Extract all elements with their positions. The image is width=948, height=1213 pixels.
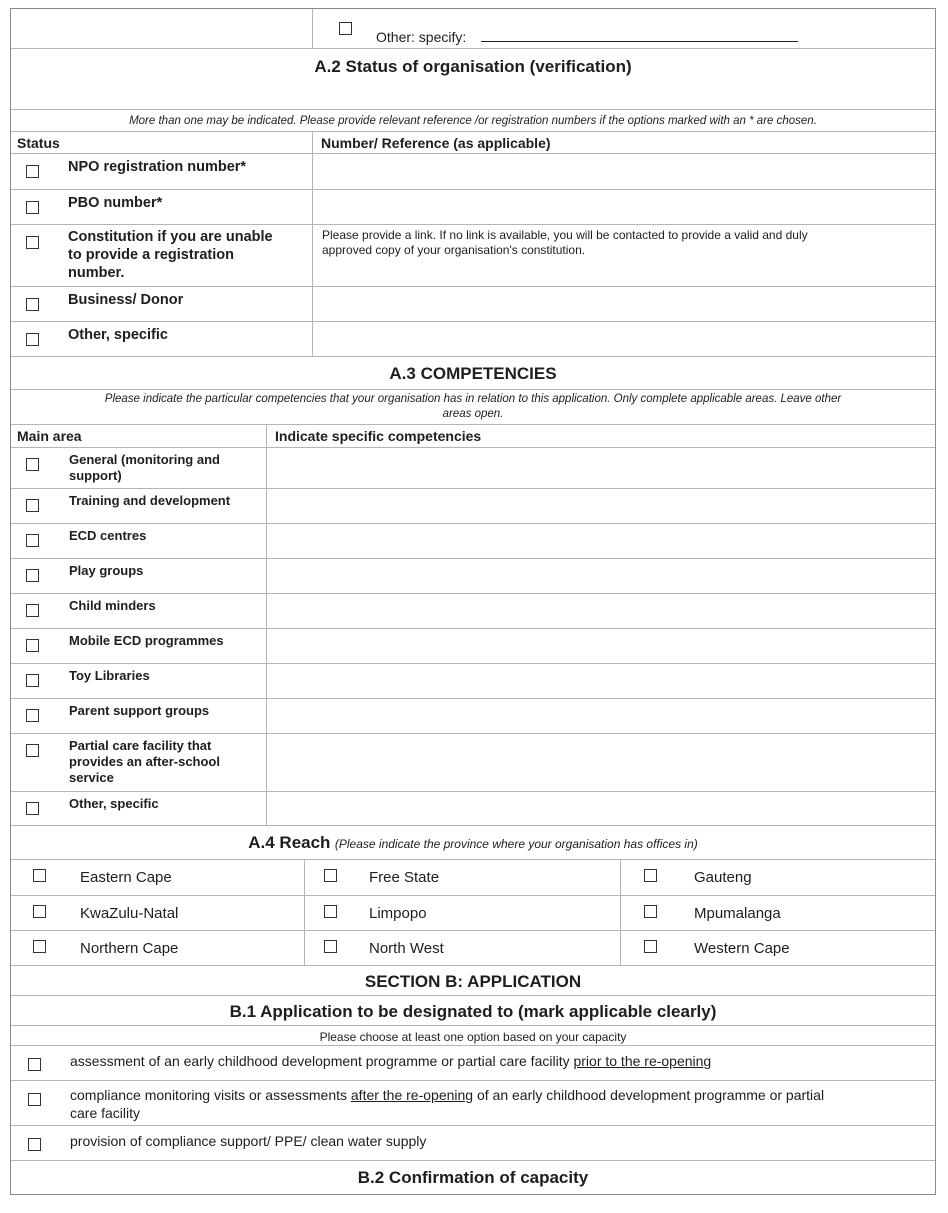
competency-label: Training and development <box>69 493 231 508</box>
province-row <box>11 860 935 896</box>
a3-title-row <box>11 357 935 390</box>
column-divider <box>266 792 267 825</box>
province-label: Northern Cape <box>80 940 179 957</box>
province-label: Limpopo <box>369 905 427 922</box>
other-specific-field[interactable] <box>313 322 935 356</box>
column-divider <box>266 448 267 488</box>
column-divider <box>266 489 267 523</box>
application-option-text-line2: care facility <box>70 1105 141 1121</box>
main-area-header: Main area <box>17 428 82 444</box>
business-donor-label: Business/ Donor <box>68 292 184 308</box>
competency-row <box>11 448 935 489</box>
province-checkbox[interactable] <box>644 869 657 882</box>
competency-label: Parent support groups <box>69 703 210 718</box>
other-specify-checkbox[interactable] <box>339 22 352 35</box>
constitution-note-line: Please provide a link. If no link is available, you will be contacted to provide a valid and duly <box>322 228 808 242</box>
other-specify-input[interactable] <box>481 41 798 42</box>
a2-title-row <box>11 49 935 110</box>
npo-number-field[interactable] <box>313 154 935 189</box>
a2-note-row <box>11 110 935 132</box>
competency-row <box>11 559 935 594</box>
province-label: Gauteng <box>694 869 752 886</box>
a3-note-row <box>11 390 935 425</box>
column-divider <box>620 896 621 930</box>
column-divider <box>266 629 267 663</box>
column-divider <box>304 931 305 965</box>
column-divider <box>266 524 267 558</box>
column-divider <box>312 132 313 153</box>
constitution-label-line: Constitution if you are unable <box>68 229 273 245</box>
province-label: Free State <box>369 869 440 886</box>
a2-header-row <box>11 132 935 154</box>
constitution-label-line: to provide a registration <box>68 247 234 263</box>
application-option-checkbox[interactable] <box>28 1093 41 1106</box>
column-divider <box>620 931 621 965</box>
competency-label: General (monitoring and <box>69 452 220 467</box>
competency-checkbox[interactable] <box>26 802 39 815</box>
business-donor-row <box>11 287 935 322</box>
pbo-checkbox[interactable] <box>26 201 39 214</box>
competency-label: service <box>69 770 114 785</box>
competency-checkbox[interactable] <box>26 499 39 512</box>
competency-checkbox[interactable] <box>26 458 39 471</box>
section-b-title-row <box>11 966 935 996</box>
b2-title: B.2 Confirmation of capacity <box>357 1168 589 1187</box>
province-label: Mpumalanga <box>694 905 781 922</box>
column-divider <box>304 860 305 895</box>
a3-note-line: areas open. <box>442 408 504 420</box>
column-divider <box>304 896 305 930</box>
npo-label: NPO registration number* <box>68 159 247 175</box>
province-checkbox[interactable] <box>33 905 46 918</box>
competency-row <box>11 489 935 524</box>
status-column-header: Status <box>17 135 60 151</box>
competency-label: Other, specific <box>69 796 159 811</box>
column-divider <box>266 425 267 447</box>
competency-checkbox[interactable] <box>26 674 39 687</box>
competency-row <box>11 594 935 629</box>
competency-checkbox[interactable] <box>26 604 39 617</box>
application-option-row <box>11 1046 935 1081</box>
pbo-number-field[interactable] <box>313 190 935 224</box>
other-specific-row <box>11 322 935 357</box>
a4-note: (Please indicate the province where your organisation has offices in) <box>334 837 698 851</box>
pbo-row <box>11 190 935 225</box>
a3-header-row <box>11 425 935 448</box>
a4-heading <box>11 833 935 853</box>
column-divider <box>620 860 621 895</box>
competency-row <box>11 664 935 699</box>
competency-row <box>11 699 935 734</box>
a2-title: A.2 Status of organisation (verification) <box>314 57 632 76</box>
province-label: KwaZulu-Natal <box>80 905 179 922</box>
other-specify-row <box>11 9 935 49</box>
province-checkbox[interactable] <box>324 940 337 953</box>
pbo-label: PBO number* <box>68 195 163 211</box>
a4-title: A.4 Reach <box>248 833 331 852</box>
a4-title-row <box>11 826 935 860</box>
province-checkbox[interactable] <box>33 869 46 882</box>
competency-checkbox[interactable] <box>26 709 39 722</box>
competency-label: support) <box>69 468 122 483</box>
province-checkbox[interactable] <box>33 940 46 953</box>
competency-checkbox[interactable] <box>26 534 39 547</box>
province-checkbox[interactable] <box>644 940 657 953</box>
application-option-row <box>11 1081 935 1126</box>
column-divider <box>266 559 267 593</box>
application-form <box>10 8 936 1195</box>
other-specific-checkbox[interactable] <box>26 333 39 346</box>
constitution-label-line: number. <box>68 265 125 281</box>
province-label: Western Cape <box>694 940 790 957</box>
column-divider <box>266 699 267 733</box>
number-column-header: Number/ Reference (as applicable) <box>321 135 551 151</box>
section-b-title: SECTION B: APPLICATION <box>364 972 582 991</box>
competency-label: Toy Libraries <box>69 668 150 683</box>
competency-row <box>11 792 935 826</box>
specific-competencies-header: Indicate specific competencies <box>275 428 482 444</box>
competency-checkbox[interactable] <box>26 744 39 757</box>
province-checkbox[interactable] <box>644 905 657 918</box>
competency-label: Partial care facility that <box>69 738 212 753</box>
province-checkbox[interactable] <box>324 905 337 918</box>
a3-title: A.3 COMPETENCIES <box>389 364 557 383</box>
application-option-row <box>11 1126 935 1161</box>
competency-label: provides an after-school <box>69 754 220 769</box>
a2-note: More than one may be indicated. Please provide relevant reference /or registration numbers if the options marked with an * are chosen. <box>129 115 817 127</box>
competency-row <box>11 734 935 792</box>
competency-label: ECD centres <box>69 528 147 543</box>
province-checkbox[interactable] <box>324 869 337 882</box>
competency-label: Play groups <box>69 563 144 578</box>
competency-row <box>11 524 935 559</box>
business-donor-field[interactable] <box>313 287 935 321</box>
competency-checkbox[interactable] <box>26 569 39 582</box>
b2-title-row <box>11 1161 935 1194</box>
application-option-text: assessment of an early childhood development programme or partial care facility prior to the re-opening <box>70 1053 712 1069</box>
province-row <box>11 931 935 966</box>
other-specify-label: Other: specify: <box>376 29 467 45</box>
b1-note: Please choose at least one option based on your capacity <box>319 1030 627 1044</box>
column-divider <box>312 9 313 48</box>
column-divider <box>266 664 267 698</box>
competency-checkbox[interactable] <box>26 639 39 652</box>
province-label: Eastern Cape <box>80 869 172 886</box>
column-divider <box>266 734 267 791</box>
constitution-note-line: approved copy of your organisation's constitution. <box>322 243 586 257</box>
b1-note-row <box>11 1026 935 1046</box>
competency-row <box>11 629 935 664</box>
application-option-checkbox[interactable] <box>28 1058 41 1071</box>
other-specific-label: Other, specific <box>68 327 168 343</box>
application-option-text: provision of compliance support/ PPE/ clean water supply <box>70 1133 427 1149</box>
b1-title: B.1 Application to be designated to (mark applicable clearly) <box>229 1002 717 1021</box>
province-label: North West <box>369 940 444 957</box>
column-divider <box>312 225 313 286</box>
constitution-checkbox[interactable] <box>26 236 39 249</box>
constitution-row <box>11 225 935 287</box>
npo-checkbox[interactable] <box>26 165 39 178</box>
npo-row <box>11 154 935 190</box>
a3-note-line: Please indicate the particular competencies that your organisation has in relation to this application. Only complete applicable areas. Leave other <box>104 393 842 405</box>
business-donor-checkbox[interactable] <box>26 298 39 311</box>
province-row <box>11 896 935 931</box>
competency-label: Mobile ECD programmes <box>69 633 224 648</box>
application-option-text: compliance monitoring visits or assessments after the re-opening of an early childhood development programme or partial <box>70 1087 825 1103</box>
competency-label: Child minders <box>69 598 156 613</box>
column-divider <box>266 594 267 628</box>
application-option-checkbox[interactable] <box>28 1138 41 1151</box>
b1-title-row <box>11 996 935 1026</box>
